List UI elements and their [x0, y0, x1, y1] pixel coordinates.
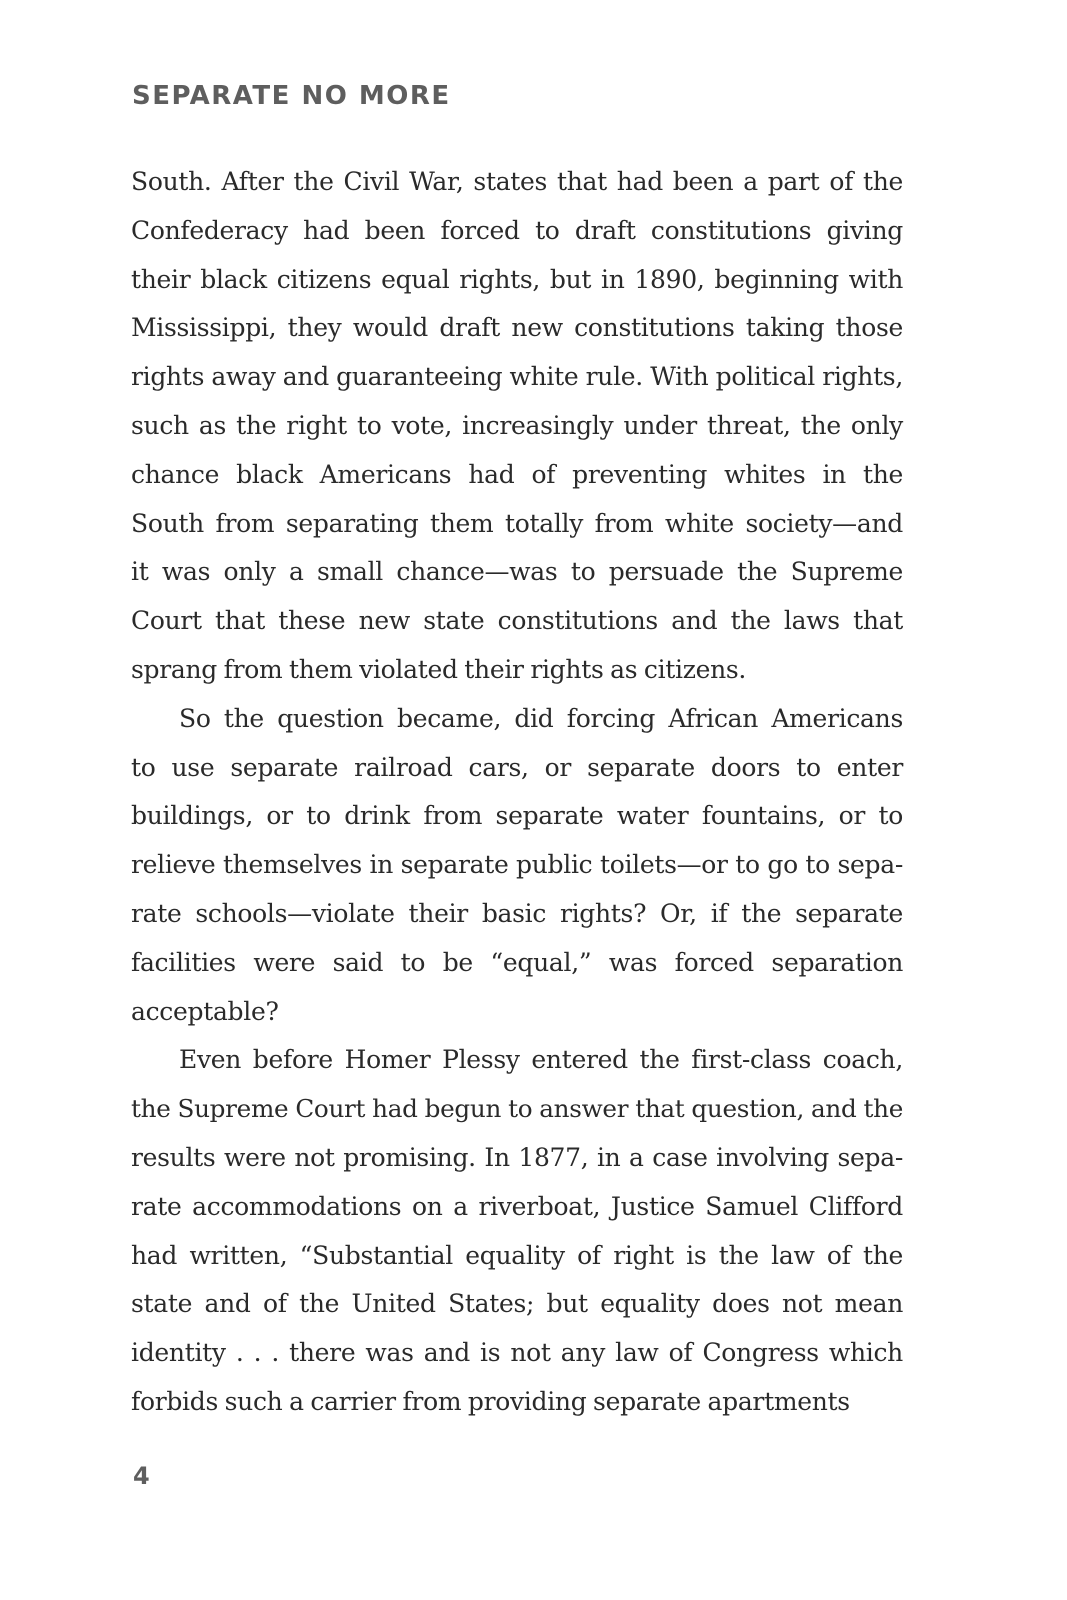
text-line: forbids such a carrier from providing separate apartments: [131, 1386, 850, 1416]
text-line: buildings, or to drink from separate water fountains, or to: [131, 801, 903, 831]
text-line: facilities were said to be “equal,” was forced separation: [131, 947, 903, 977]
page-number: 4: [133, 1462, 150, 1490]
paragraph: [131, 158, 903, 695]
text-line: South. After the Civil War, states that had been a part of the: [131, 167, 903, 196]
text-line: Even before Homer Plessy entered the first-class coach,: [179, 1045, 903, 1075]
text-line: the Supreme Court had begun to answer that question, and the: [131, 1094, 903, 1124]
text-line: such as the right to vote, increasingly under threat, the only: [131, 410, 903, 440]
text-line: So the question became, did forcing African Americans: [179, 703, 903, 733]
text-line: state and of the United States; but equality does not mean: [131, 1289, 903, 1319]
text-line: to use separate railroad cars, or separate doors to enter: [131, 752, 903, 782]
running-head: SEPARATE NO MORE: [132, 81, 451, 111]
text-line: chance black Americans had of preventing whites in the: [131, 459, 903, 489]
paragraph: [131, 1036, 903, 1426]
body-text: [131, 158, 903, 1427]
text-line: identity . . . there was and is not any law of Congress which: [131, 1338, 903, 1368]
text-line: Confederacy had been forced to draft constitutions giving: [131, 215, 903, 245]
text-line: results were not promising. In 1877, in a case involving sepa-: [131, 1142, 903, 1172]
text-line: their black citizens equal rights, but in 1890, beginning with: [131, 264, 903, 294]
text-line: acceptable?: [131, 996, 279, 1026]
text-line: rate accommodations on a riverboat, Justice Samuel Clifford: [131, 1191, 903, 1221]
text-line: South from separating them totally from white society—and: [131, 508, 903, 538]
text-line: Court that these new state constitutions and the laws that: [131, 606, 903, 636]
text-line: Mississippi, they would draft new constitutions taking those: [131, 313, 903, 343]
text-line: rate schools—violate their basic rights? Or, if the separate: [131, 898, 903, 928]
text-line: had written, “Substantial equality of right is the law of the: [131, 1240, 903, 1270]
text-line: it was only a small chance—was to persuade the Supreme: [131, 557, 903, 587]
text-line: rights away and guaranteeing white rule. With political rights,: [131, 362, 903, 392]
paragraph: [131, 695, 903, 1037]
text-line: relieve themselves in separate public toilets—or to go to sepa-: [131, 850, 903, 880]
text-line: sprang from them violated their rights as citizens.: [131, 654, 747, 684]
